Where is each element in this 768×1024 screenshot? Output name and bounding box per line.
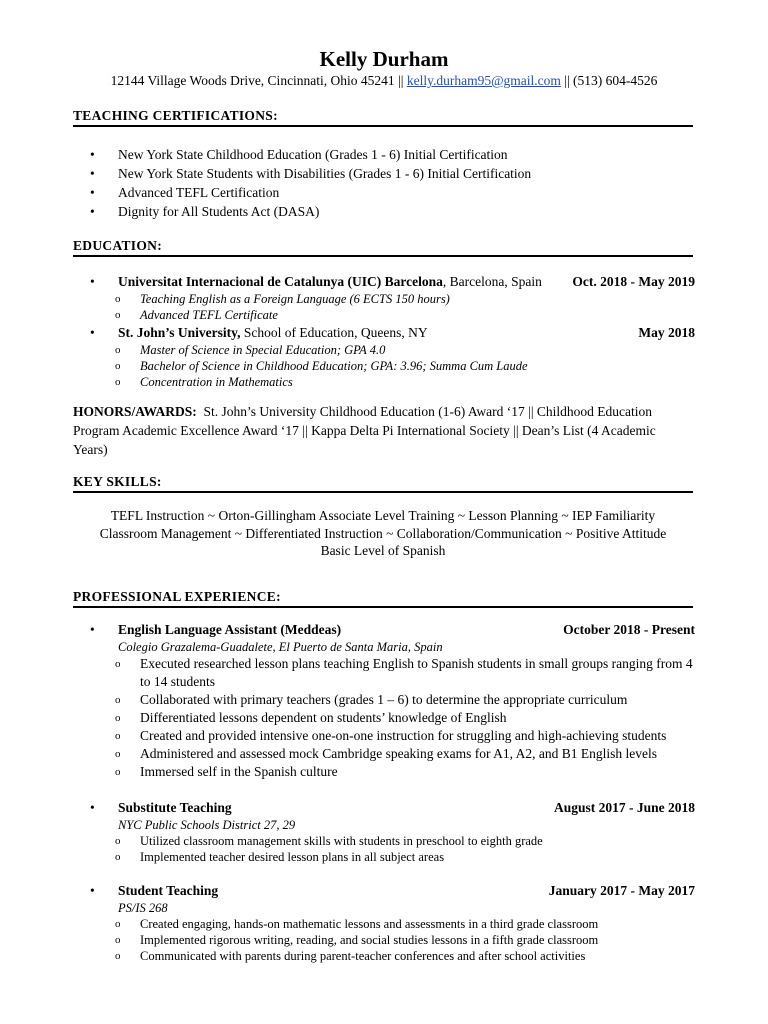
experience-list: [73, 798, 695, 865]
honors-text: St. John’s University Childhood Education (1-6) Award ‘17 || Childhood Education Program Academic Excellence Award ‘17 || Kappa Delta Pi International Society || Dean’s List (4 Academic Years): [73, 404, 656, 457]
list-item: o Implemented teacher desired lesson plans in all subject areas: [115, 850, 445, 864]
honors-paragraph: [73, 402, 693, 459]
list-item: o Advanced TEFL Certificate: [115, 308, 278, 322]
skills-line: Classroom Management ~ Differentiated Instruction ~ Collaboration/Communication ~ Positive Attitude: [99, 525, 667, 541]
list-item: o Concentration in Mathematics: [115, 375, 293, 389]
experience-list: [73, 881, 695, 964]
job-student-teaching: • Student Teaching January 2017 - May 2017: [90, 883, 695, 898]
list-item: o Bachelor of Science in Childhood Education; GPA: 3.96; Summa Cum Laude: [115, 359, 528, 373]
list-item: o Executed researched lesson plans teaching English to Spanish students in small groups ranging from 4 to 14 students: [115, 656, 693, 689]
job-substitute: • Substitute Teaching August 2017 - June 2018: [90, 800, 695, 815]
job-meddeas: • English Language Assistant (Meddeas) October 2018 - Present: [90, 622, 695, 637]
skills-heading: KEY SKILLS:: [73, 474, 693, 493]
certifications-list: [73, 145, 695, 221]
school-uic: • Universitat Internacional de Catalunya (UIC) Barcelona, Barcelona, Spain Oct. 2018 - May 2019: [90, 274, 695, 289]
skills-line: Basic Level of Spanish: [320, 543, 446, 558]
list-item: • Advanced TEFL Certification: [90, 185, 280, 200]
list-item: • New York State Students with Disabilities (Grades 1 - 6) Initial Certification: [90, 166, 532, 181]
skills-line: TEFL Instruction ~ Orton-Gillingham Associate Level Training ~ Lesson Planning ~ IEP Familiarity: [110, 508, 656, 523]
list-item: o Differentiated lessons dependent on students’ knowledge of English: [115, 710, 507, 725]
list-item: o Administered and assessed mock Cambridge speaking exams for A1, A2, and B1 English levels: [115, 746, 658, 761]
job-organization: Colegio Grazalema-Guadalete, El Puerto de Santa Maria, Spain: [118, 640, 443, 654]
experience-list: [73, 620, 695, 781]
list-item: o Communicated with parents during parent-teacher conferences and after school activities: [115, 949, 586, 963]
list-item: o Teaching English as a Foreign Language (6 ECTS 150 hours): [115, 292, 450, 306]
list-item: o Utilized classroom management skills with students in preschool to eighth grade: [115, 834, 543, 848]
experience-heading: PROFESSIONAL EXPERIENCE:: [73, 589, 693, 608]
list-item: • Dignity for All Students Act (DASA): [90, 204, 320, 219]
contact-line: [0, 73, 768, 89]
skills-block: [73, 507, 693, 560]
list-item: • New York State Childhood Education (Grades 1 - 6) Initial Certification: [90, 147, 508, 162]
education-list: [73, 272, 695, 390]
list-item: o Master of Science in Special Education; GPA 4.0: [115, 343, 386, 357]
address: 12144 Village Woods Drive, Cincinnati, Ohio 45241 ||: [110, 73, 404, 88]
school-st-johns: • St. John’s University, School of Education, Queens, NY May 2018: [90, 325, 695, 340]
phone: || (513) 604-4526: [564, 73, 658, 88]
list-item: o Immersed self in the Spanish culture: [115, 764, 338, 779]
job-organization: NYC Public Schools District 27, 29: [118, 818, 296, 832]
certifications-heading: TEACHING CERTIFICATIONS:: [73, 108, 693, 127]
job-organization: PS/IS 268: [118, 901, 168, 915]
honors-label: HONORS/AWARDS:: [73, 404, 197, 419]
candidate-name: Kelly Durham: [319, 47, 449, 71]
list-item: o Created engaging, hands-on mathematic lessons and assessments in a third grade classroom: [115, 917, 599, 931]
list-item: o Created and provided intensive one-on-one instruction for struggling and high-achieving students: [115, 728, 667, 743]
education-heading: EDUCATION:: [73, 238, 693, 257]
list-item: o Implemented rigorous writing, reading, and social studies lessons in a fifth grade classroom: [115, 933, 599, 947]
list-item: o Collaborated with primary teachers (grades 1 – 6) to determine the appropriate curriculum: [115, 692, 628, 707]
email-link[interactable]: kelly.durham95@gmail.com: [406, 73, 561, 88]
